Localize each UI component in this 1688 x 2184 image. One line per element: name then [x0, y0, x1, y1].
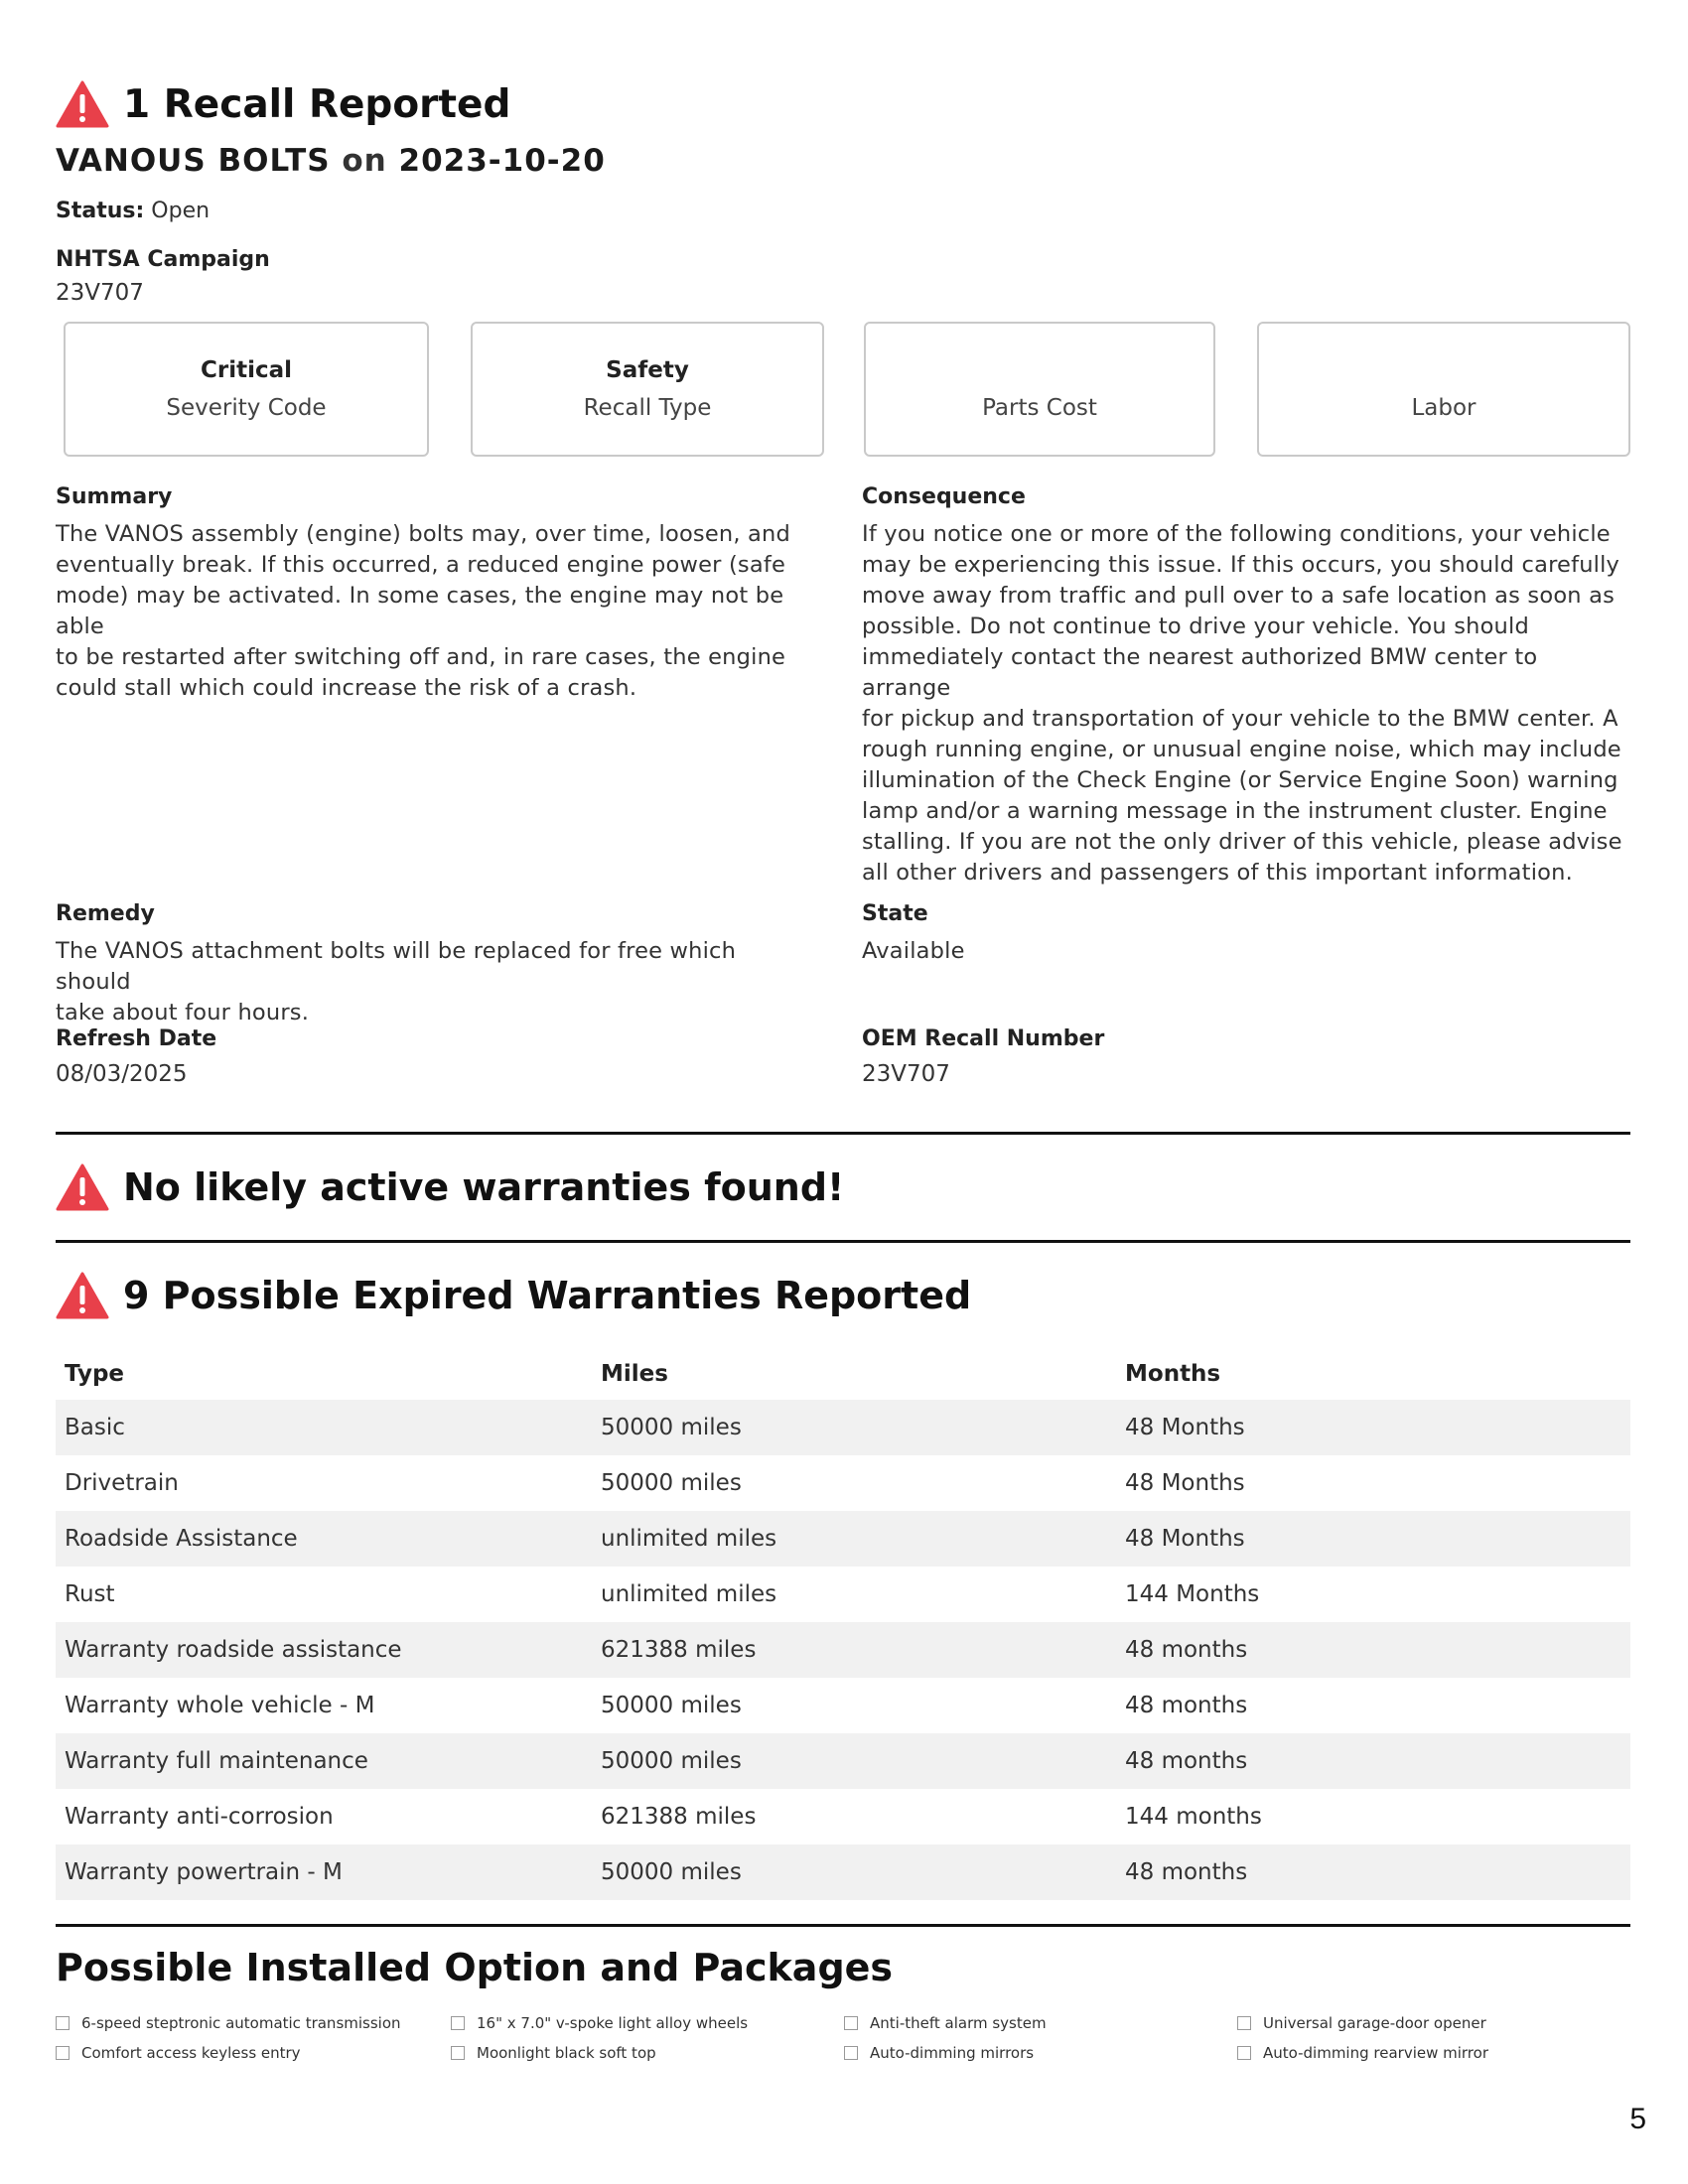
option-label: Universal garage-door opener [1263, 2014, 1486, 2032]
consequence-line: stalling. If you are not the only driver of this vehicle, please advise [862, 829, 1622, 855]
expired-warranties-table [56, 1348, 1630, 1900]
warranty-miles-cell: 50000 miles [592, 1844, 1116, 1900]
warranty-type-cell: Drivetrain [65, 1470, 179, 1496]
labor-label: Labor [1411, 395, 1477, 421]
options-list [56, 2014, 1630, 2084]
table-row [56, 1622, 1630, 1678]
warranty-months-cell: 48 months [1125, 1693, 1248, 1718]
table-row [56, 1789, 1630, 1844]
option-label: Comfort access keyless entry [81, 2044, 301, 2062]
status-label: Status: [56, 199, 145, 223]
table-row [56, 1455, 1630, 1511]
consequence-line: If you notice one or more of the following conditions, your vehicle [862, 521, 1611, 547]
option-label: Auto-dimming mirrors [870, 2044, 1035, 2062]
oem-value: 23V707 [862, 1061, 950, 1087]
warranty-months-cell: 48 months [1116, 1844, 1630, 1900]
warranty-months-cell: 144 Months [1125, 1581, 1260, 1607]
remedy-state [56, 901, 1630, 1026]
table-row [56, 1567, 1630, 1622]
warranty-type-cell: Rust [65, 1581, 115, 1607]
state-value: Available [862, 938, 965, 964]
active-warranties-text: No likely active warranties found! [123, 1165, 845, 1209]
nhtsa-value: 23V707 [56, 280, 144, 306]
checkbox-icon [1237, 2046, 1251, 2060]
refresh-value: 08/03/2025 [56, 1061, 188, 1087]
warranty-months-cell: 48 months [1116, 1733, 1630, 1789]
warranty-miles-cell: unlimited miles [592, 1511, 1116, 1567]
report-page [56, 71, 1630, 2084]
option-label: 16" x 7.0" v-spoke light alloy wheels [477, 2014, 749, 2032]
table-row [56, 1844, 1630, 1900]
checkbox-icon [56, 2016, 70, 2030]
checkbox-icon [844, 2046, 858, 2060]
option-item [451, 2044, 656, 2062]
table-row [56, 1400, 1630, 1455]
recall-cards [56, 322, 1630, 463]
option-item [844, 2044, 1034, 2062]
checkbox-icon [451, 2046, 465, 2060]
warranty-miles-cell: unlimited miles [601, 1581, 777, 1607]
recall-type-value: Safety [606, 357, 689, 383]
severity-card [64, 322, 429, 457]
warranty-miles-cell: 50000 miles [601, 1693, 742, 1718]
summary-consequence [56, 484, 1630, 901]
warranty-type-cell: Warranty roadside assistance [56, 1622, 592, 1678]
option-item [56, 2044, 301, 2062]
consequence-section [862, 484, 1632, 888]
warranty-months-cell: 144 months [1125, 1804, 1262, 1830]
warranty-miles-cell: 621388 miles [592, 1622, 1116, 1678]
option-label: 6-speed steptronic automatic transmission [81, 2014, 401, 2032]
warranty-months-cell: 48 months [1116, 1622, 1630, 1678]
page-number: 5 [1629, 2103, 1646, 2135]
warranty-miles-cell: 50000 miles [592, 1733, 1116, 1789]
warning-triangle-icon [56, 1272, 109, 1319]
summary-line: mode) may be activated. In some cases, the engine may not be able [56, 583, 784, 639]
nhtsa-label: NHTSA Campaign [56, 247, 270, 272]
warranty-type-cell: Warranty anti-corrosion [65, 1804, 334, 1830]
severity-label: Severity Code [166, 395, 327, 421]
warranty-miles-cell: 50000 miles [601, 1470, 742, 1496]
table-row [56, 1511, 1630, 1567]
warranty-type-cell: Warranty whole vehicle - M [65, 1693, 375, 1718]
column-header-miles: Miles [601, 1361, 668, 1387]
remedy-section [56, 901, 810, 1028]
active-warranties-heading [56, 1135, 1630, 1240]
warranty-type-cell: Basic [56, 1400, 592, 1455]
remedy-text [56, 936, 810, 1028]
refresh-section [56, 1026, 810, 1087]
option-item [451, 2014, 748, 2032]
oem-section [862, 1026, 1632, 1087]
warning-triangle-icon [56, 1163, 109, 1211]
warranty-months-cell: 48 Months [1125, 1470, 1245, 1496]
summary-line: to be restarted after switching off and, in rare cases, the engine [56, 644, 786, 670]
option-item [844, 2014, 1047, 2032]
remedy-line: take about four hours. [56, 1000, 310, 1025]
consequence-line: rough running engine, or unusual engine noise, which may include [862, 737, 1621, 762]
summary-line: eventually break. If this occurred, a reduced engine power (safe [56, 552, 785, 578]
expired-warranties-heading [56, 1243, 1630, 1348]
expired-warranties-text: 9 Possible Expired Warranties Reported [123, 1274, 972, 1317]
summary-section [56, 484, 810, 704]
option-label: Anti-theft alarm system [870, 2014, 1047, 2032]
column-header-months: Months [1125, 1361, 1221, 1387]
status-value: Open [151, 199, 211, 223]
state-label: State [862, 901, 928, 926]
recall-component: VANOUS BOLTS [56, 143, 331, 179]
remedy-line: The VANOS attachment bolts will be replaced for free which should [56, 938, 737, 995]
consequence-line: may be experiencing this issue. If this occurs, you should carefully [862, 552, 1620, 578]
options-heading [56, 1927, 1630, 2008]
recall-type-card [471, 322, 824, 457]
table-row [56, 1678, 1630, 1733]
warranty-type-cell: Warranty full maintenance [56, 1733, 592, 1789]
parts-cost-card [864, 322, 1215, 457]
recall-heading [56, 71, 1630, 137]
warning-triangle-icon [56, 80, 109, 128]
refresh-label: Refresh Date [56, 1026, 217, 1051]
consequence-line: possible. Do not continue to drive your vehicle. You should [862, 614, 1529, 639]
options-heading-text: Possible Installed Option and Packages [56, 1946, 894, 1989]
recall-subtitle [56, 143, 1630, 179]
recall-date: 2023-10-20 [398, 143, 606, 179]
parts-cost-label: Parts Cost [982, 395, 1097, 421]
option-label: Moonlight black soft top [477, 2044, 656, 2062]
table-row [56, 1733, 1630, 1789]
consequence-line: for pickup and transportation of your vehicle to the BMW center. A [862, 706, 1618, 732]
labor-card [1257, 322, 1630, 457]
summary-line: The VANOS assembly (engine) bolts may, over time, loosen, and [56, 521, 790, 547]
consequence-label: Consequence [862, 484, 1026, 509]
checkbox-icon [844, 2016, 858, 2030]
warranty-months-cell: 48 Months [1116, 1511, 1630, 1567]
table-header-row [56, 1348, 1630, 1400]
summary-line: could stall which could increase the risk of a crash. [56, 675, 637, 701]
recall-heading-text: 1 Recall Reported [123, 81, 511, 127]
recall-type-label: Recall Type [583, 395, 712, 421]
refresh-oem [56, 1026, 1630, 1132]
warranty-miles-cell: 50000 miles [592, 1400, 1116, 1455]
recall-status [56, 199, 1630, 223]
warranty-type-cell: Warranty powertrain - M [56, 1844, 592, 1900]
state-section [862, 901, 1632, 967]
checkbox-icon [451, 2016, 465, 2030]
remedy-label: Remedy [56, 901, 155, 926]
option-item [1237, 2014, 1486, 2032]
column-header-type: Type [65, 1361, 125, 1387]
severity-value: Critical [200, 357, 293, 383]
consequence-line: move away from traffic and pull over to a safe location as soon as [862, 583, 1616, 609]
option-item [1237, 2044, 1488, 2062]
warranty-months-cell: 48 Months [1116, 1400, 1630, 1455]
consequence-line: illumination of the Check Engine (or Service Engine Soon) warning [862, 767, 1618, 793]
checkbox-icon [56, 2046, 70, 2060]
checkbox-icon [1237, 2016, 1251, 2030]
warranty-miles-cell: 621388 miles [601, 1804, 757, 1830]
oem-label: OEM Recall Number [862, 1026, 1105, 1051]
summary-text [56, 519, 810, 704]
option-item [56, 2014, 401, 2032]
option-label: Auto-dimming rearview mirror [1263, 2044, 1488, 2062]
consequence-line: immediately contact the nearest authorized BMW center to arrange [862, 644, 1538, 701]
summary-label: Summary [56, 484, 173, 509]
consequence-text [862, 519, 1632, 888]
consequence-line: lamp and/or a warning message in the instrument cluster. Engine [862, 798, 1608, 824]
recall-on-word: on [342, 143, 387, 179]
nhtsa-campaign [56, 247, 1630, 306]
consequence-line: all other drivers and passengers of this important information. [862, 860, 1573, 886]
warranty-type-cell: Roadside Assistance [56, 1511, 592, 1567]
